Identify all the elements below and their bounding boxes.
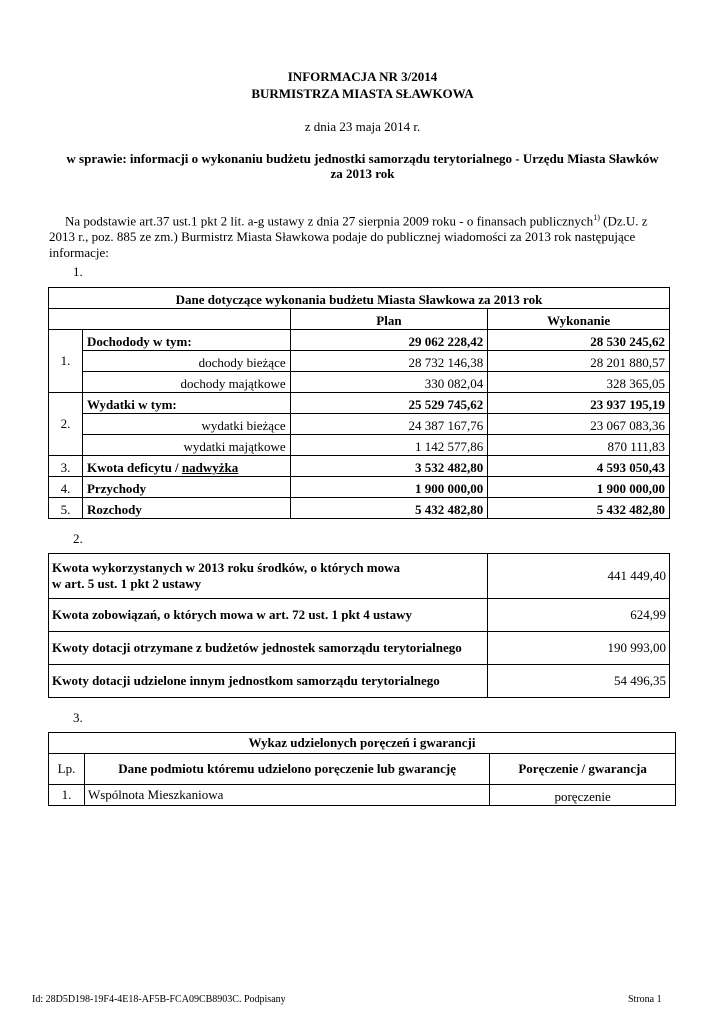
document-title-line2: BURMISTRZA MIASTA SŁAWKOWA xyxy=(251,86,474,101)
row-plan: 24 387 167,76 xyxy=(290,414,488,435)
row-value: 624,99 xyxy=(488,599,670,632)
row-execution: 23 067 083,36 xyxy=(488,414,670,435)
row-plan: 28 732 146,38 xyxy=(290,351,488,372)
footnote-marker: 1) xyxy=(593,213,600,222)
row-lp: 4. xyxy=(49,477,83,498)
row-plan: 3 532 482,80 xyxy=(290,456,488,477)
row-execution: 5 432 482,80 xyxy=(488,498,670,519)
section-number-2: 2. xyxy=(73,531,83,546)
table-row xyxy=(49,456,670,477)
row-guarantee-type: poręczenie xyxy=(490,785,676,806)
deficit-label: Kwota deficytu / xyxy=(86,460,182,475)
table-title-row xyxy=(49,733,676,754)
guarantees-table xyxy=(48,732,676,806)
table-row xyxy=(49,554,670,599)
row-execution: 4 593 050,43 xyxy=(488,456,670,477)
budget-table-title: Dane dotyczące wykonania budżetu Miasta Sławkowa za 2013 rok xyxy=(49,288,670,309)
document-title-line1: INFORMACJA NR 3/2014 xyxy=(287,69,438,84)
row-label: Kwoty dotacji otrzymane z budżetów jednostek samorządu terytorialnego xyxy=(49,632,488,665)
row-label-line2: w art. 5 ust. 1 pkt 2 ustawy xyxy=(52,576,202,591)
table-row xyxy=(49,435,670,456)
table-row xyxy=(49,632,670,665)
row-plan: 5 432 482,80 xyxy=(290,498,488,519)
row-label: Przychody xyxy=(82,477,290,498)
row-lp: 5. xyxy=(49,498,83,519)
row-plan: 25 529 745,62 xyxy=(290,393,488,414)
row-label: dochody majątkowe xyxy=(82,372,290,393)
row-value: 441 449,40 xyxy=(488,554,670,599)
row-value: 54 496,35 xyxy=(488,665,670,698)
footer-page-number: Strona 1 xyxy=(628,994,662,1005)
budget-table xyxy=(48,287,670,519)
table-header-row xyxy=(49,754,676,785)
amounts-table xyxy=(48,553,670,698)
row-label: Wydatki w tym: xyxy=(82,393,290,414)
table-header-row xyxy=(49,309,670,330)
intro-paragraph xyxy=(49,210,674,261)
footer-document-id: Id: 28D5D198-19F4-4E18-AF5B-FCA09CB8903C. Podpisany xyxy=(32,994,286,1005)
row-entity-name: Wspólnota Mieszkaniowa xyxy=(84,785,489,806)
table-row xyxy=(49,330,670,351)
column-header-type: Poręczenie / gwarancja xyxy=(490,754,676,785)
document-date: z dnia 23 maja 2014 r. xyxy=(304,119,421,134)
table-row xyxy=(49,477,670,498)
row-label: Kwota zobowiązań, o których mowa w art. 72 ust. 1 pkt 4 ustawy xyxy=(49,599,488,632)
table-row xyxy=(49,498,670,519)
table-row xyxy=(49,393,670,414)
row-value: 190 993,00 xyxy=(488,632,670,665)
row-label: dochody bieżące xyxy=(82,351,290,372)
table-row xyxy=(49,785,676,806)
guarantees-table-title: Wykaz udzielonych poręczeń i gwarancji xyxy=(49,733,676,754)
row-lp: 1. xyxy=(49,330,83,393)
row-plan: 330 082,04 xyxy=(290,372,488,393)
section-number-1: 1. xyxy=(73,264,83,279)
row-label: wydatki bieżące xyxy=(82,414,290,435)
row-label-line1: Kwota wykorzystanych w 2013 roku środków, o których mowa xyxy=(52,560,401,575)
table-row xyxy=(49,665,670,698)
subject-line2: za 2013 rok xyxy=(330,166,395,181)
row-lp: 1. xyxy=(49,785,85,806)
row-plan: 1 142 577,86 xyxy=(290,435,488,456)
subject-line1: w sprawie: informacji o wykonaniu budżetu jednostki samorządu terytorialnego - Urzędu Miasta Sławków xyxy=(66,151,659,166)
intro-part2: (Dz.U. z 2013 r., poz. 885 ze zm.) Burmistrz Miasta Sławkowa podaje do publicznej wiadomości za 2013 rok następujące informacje: xyxy=(49,213,648,261)
row-label: wydatki majątkowe xyxy=(82,435,290,456)
column-header-execution: Wykonanie xyxy=(488,309,670,330)
row-label: Kwoty dotacji udzielone innym jednostkom samorządu terytorialnego xyxy=(49,665,488,698)
table-row xyxy=(49,351,670,372)
row-execution: 28 201 880,57 xyxy=(488,351,670,372)
row-label xyxy=(49,554,488,599)
table-row xyxy=(49,372,670,393)
table-row xyxy=(49,599,670,632)
surplus-label: nadwyżka xyxy=(181,460,239,475)
row-execution: 23 937 195,19 xyxy=(488,393,670,414)
row-plan: 29 062 228,42 xyxy=(290,330,488,351)
column-header-lp: Lp. xyxy=(49,754,85,785)
column-header-name: Dane podmiotu któremu udzielono poręczenie lub gwarancję xyxy=(84,754,489,785)
row-lp: 3. xyxy=(49,456,83,477)
intro-part1: Na podstawie art.37 ust.1 pkt 2 lit. a-g ustawy z dnia 27 sierpnia 2009 roku - o finansach publicznych xyxy=(65,213,594,229)
section-number-3: 3. xyxy=(73,710,83,725)
row-plan: 1 900 000,00 xyxy=(290,477,488,498)
table-title-row xyxy=(49,288,670,309)
column-header-plan: Plan xyxy=(290,309,488,330)
row-label: Dochodody w tym: xyxy=(82,330,290,351)
row-label xyxy=(82,456,290,477)
row-execution: 870 111,83 xyxy=(488,435,670,456)
row-execution: 1 900 000,00 xyxy=(488,477,670,498)
table-row xyxy=(49,414,670,435)
row-label: Rozchody xyxy=(82,498,290,519)
row-execution: 28 530 245,62 xyxy=(488,330,670,351)
row-lp: 2. xyxy=(49,393,83,456)
row-execution: 328 365,05 xyxy=(488,372,670,393)
